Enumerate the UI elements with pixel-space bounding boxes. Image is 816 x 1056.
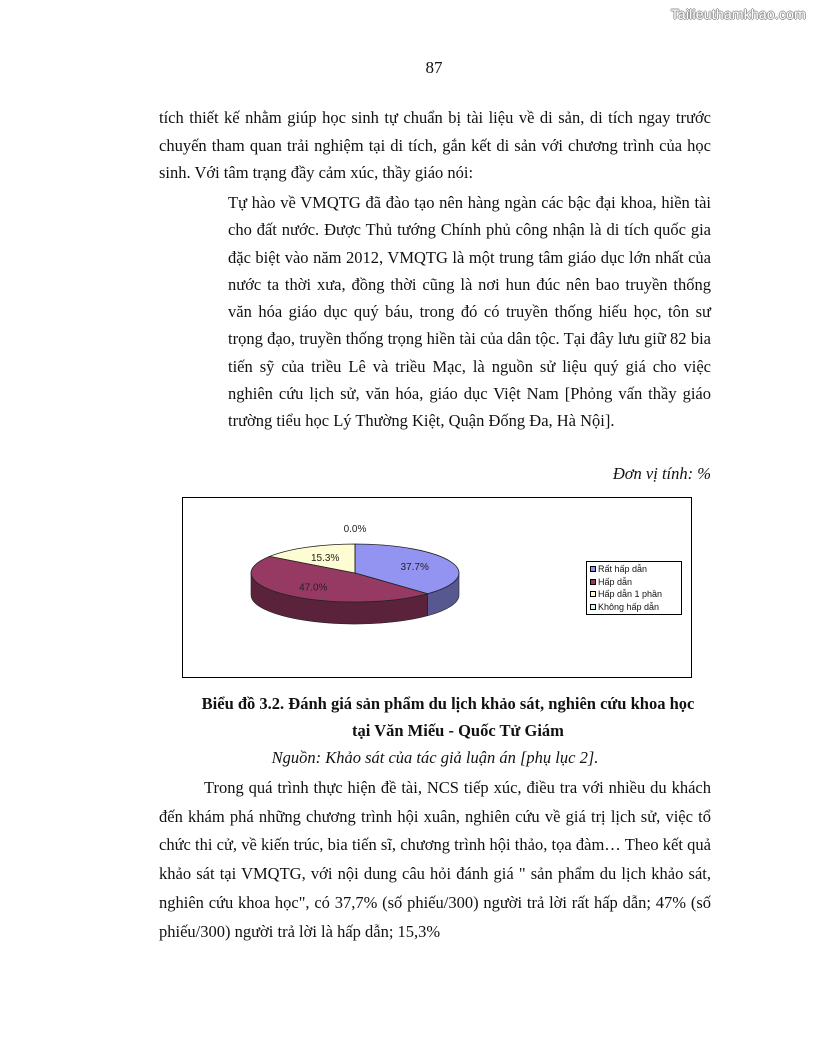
legend-swatch xyxy=(590,579,596,585)
legend-label: Rất hấp dẫn xyxy=(598,564,648,574)
unit-label: Đơn vị tính: % xyxy=(612,464,711,483)
legend-item-rat-hap-dan xyxy=(590,563,681,576)
legend-label: Hấp dẫn xyxy=(598,576,633,587)
pie-data-label: 15.3% xyxy=(311,553,340,565)
page-number: 87 xyxy=(425,58,443,77)
pie-chart xyxy=(182,497,692,678)
pie-data-label: 0.0% xyxy=(343,524,367,535)
paragraph-bottom: Trong quá trình thực hiện đề tài, NCS tiếp xúc, điều tra với nhiều du khách đến khám phá những chương trình hội xuân, nghiên cứu về giá trị lịch sử, việc tổ chức thi cử, về kiến trúc, bia tiến sĩ, chương trình hội thảo, tọa đàm… Theo kết quả khảo sát tại VMQTG, với nội dung câu hỏi đánh giá " sản phẩm du lịch khảo sát, nghiên cứu khoa học", có 37,7% (số phiếu/300) người trả lời rất hấp dẫn; 47% (số phiếu/300) người trả lời là hấp dẫn; 15,3% xyxy=(159,778,711,941)
legend-item-khong-hap-dan xyxy=(590,601,681,614)
pie-data-label: 47.0% xyxy=(299,582,328,594)
legend-swatch xyxy=(590,604,596,610)
legend-swatch xyxy=(590,566,596,572)
legend-item-hap-dan-1-phan xyxy=(590,588,681,601)
watermark: Tailieuthamkhao.com xyxy=(670,6,806,22)
pie-data-label: 37.7% xyxy=(400,562,429,574)
legend-swatch xyxy=(590,591,596,597)
legend-label: Không hấp dẫn xyxy=(598,601,660,612)
chart-source: Nguồn: Khảo sát của tác giả luận án [phụ lục 2]. xyxy=(271,748,599,767)
quote-block: Tự hào về VMQTG đã đào tạo nên hàng ngàn các bậc đại khoa, hiền tài cho đất nước. Được Thủ tướng Chính phủ công nhận là di tích quốc gia đặc biệt vào năm 2012, VMQTG là một trung tâm giáo dục lớn nhất của nước ta thời xưa, đồng thời cũng là nơi hun đúc nên bao truyền thống văn hóa giáo dục quý báu, trong đó có truyền thống hiếu học, tôn sư trọng đạo, truyền thống trọng hiền tài của dân tộc. Tại đây lưu giữ 82 bia tiến sỹ của triều Lê và triều Mạc, là nguồn sử liệu quý giá cho việc nghiên cứu lịch sử, văn hóa, giáo dục Việt Nam [Phỏng vấn thầy giáo trường tiểu học Lý Thường Kiệt, Quận Đống Đa, Hà Nội]. xyxy=(228,193,711,431)
chart-caption-line1: Biểu đồ 3.2. Đánh giá sản phẩm du lịch khảo sát, nghiên cứu khoa học xyxy=(201,694,695,713)
chart-caption-line2: tại Văn Miếu - Quốc Tử Giám xyxy=(352,721,564,740)
chart-legend xyxy=(586,561,682,615)
paragraph-top: tích thiết kế nhằm giúp học sinh tự chuẩn bị tài liệu về di sản, di tích ngay trước chuyến tham quan trải nghiệm tại di tích, gắn kết di sản với chương trình của học sinh. Với tâm trạng đầy cảm xúc, thầy giáo nói: xyxy=(159,108,711,183)
legend-label: Hấp dẫn 1 phần xyxy=(598,589,663,599)
legend-item-hap-dan xyxy=(590,576,681,589)
